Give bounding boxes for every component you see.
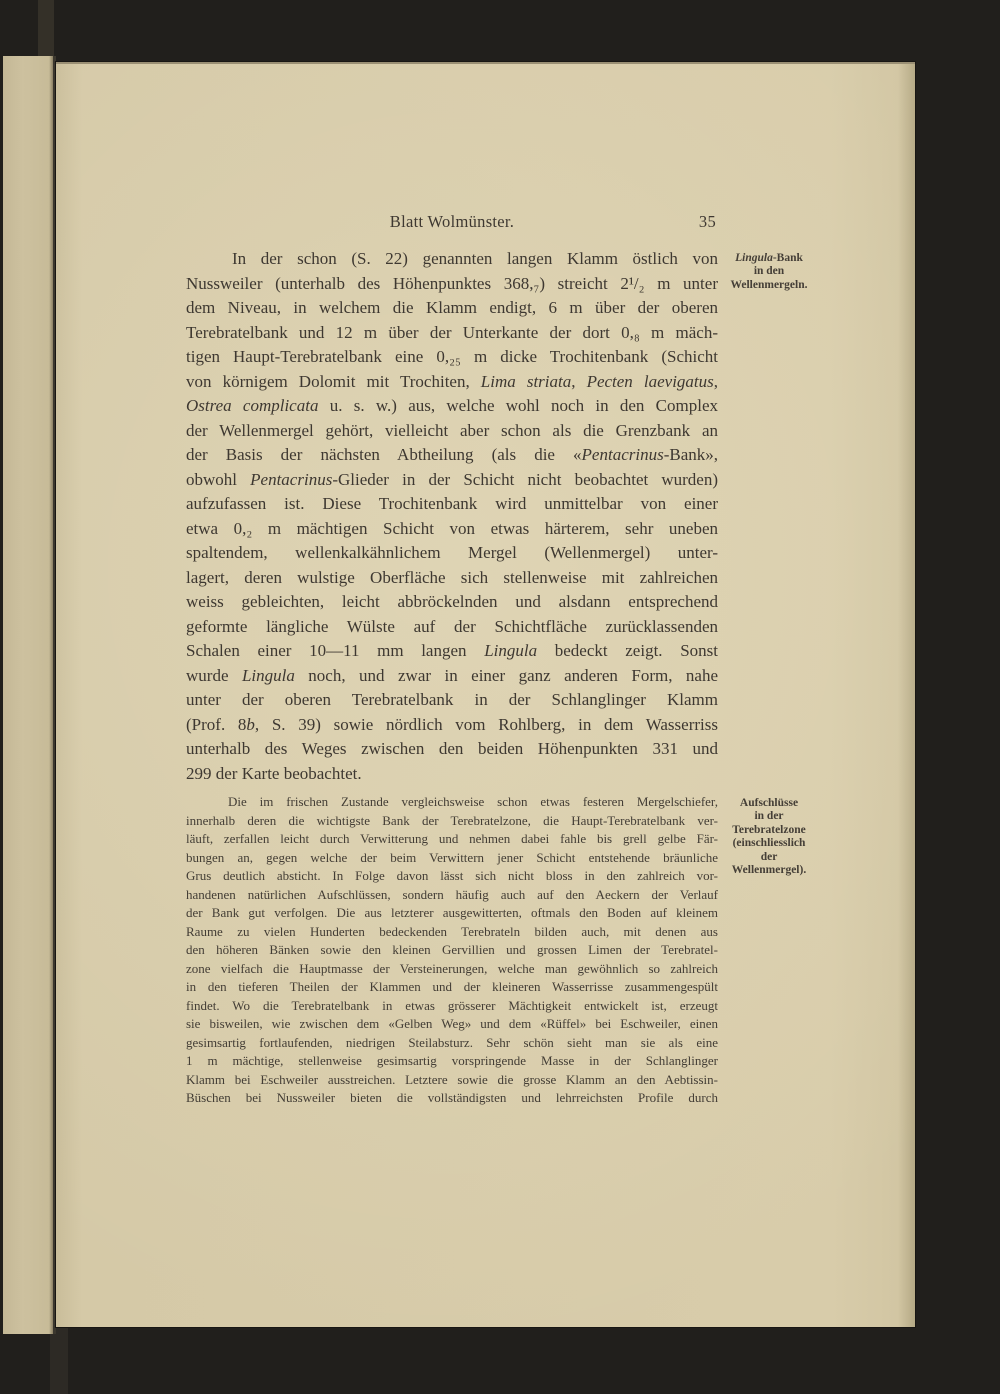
margin-note-aufschluesse: Aufschlüsse in der Terebratelzone (einschliesslich der Wellenmergel).	[731, 797, 807, 877]
margin-note-lingula-bank: Lingula-Bank in den Wellenmergeln.	[730, 252, 808, 291]
page-header	[186, 212, 718, 234]
running-title: Blatt Wolmünster.	[389, 212, 515, 231]
small-print-paragraph: Die im frischen Zustande vergleichsweise schon etwas festeren Mergelschiefer, innerhalb deren die wichtigste Bank der Terebratelzone, die Haupt-Terebratelbank ver- läuft, zerfallen leicht durch Verwitterung und nehmen dabei fahle bis grell gelbe Fär- bungen an, gegen welche der beim Verwittern jener Schicht entstehende bräunliche Grus deutlich absticht. In Folge davon lässt sich nicht bloss in den zahlreich vor- handenen natürlichen Aufschlüssen, sondern häufig auch auf den Aeckern der Verlauf der Bank gut verfolgen. Die aus letzterer ausgewitterten, oftmals den Boden auf kleinem Raume zu vielen Hunderten bedeckenden Terebrateln bilden auch, mit denen aus den höheren Bänken sowie den kleinen Gervillien und grossen Limen der Terebratel- zone vielfach die Hauptmasse der Versteinerungen, welche man gewöhnlich so zahlreich in den tieferen Theilen der Klammen und der kleineren Wasserrisse zusammengespült findet. Wo die Terebratelbank in etwas grösserer Mächtigkeit entwickelt ist, erzeugt sie bisweilen, wie zwischen dem «Gelben Weg» und dem «Rüffel» bei Eschweiler, einen gesimsartig fortlaufenden, niedrigen Steilabsturz. Sehr schön sieht man sie als eine 1 m mächtige, stellenweise gesimsartig vorspringende Masse in der Schlanglinger Klamm bei Eschweiler ausstreichen. Letztere sowie die grosse Klamm an den Aebtissin- Büschen bei Nussweiler bieten die vollständigsten und lehrreichsten Profile durch	[186, 794, 718, 1105]
gutter-crease-top	[38, 0, 54, 62]
main-paragraph: In der schon (S. 22) genannten langen Klamm östlich von Nussweiler (unterhalb des Höhenpunktes 368,₇) streicht 2¹/₂ m unter dem Niveau, in welchem die Klamm endigt, 6 m über der oberen Terebratelbank und 12 m über der Unterkante der dort 0,₈ m mäch- tigen Haupt-Terebratelbank eine 0,₂₅ m dicke Trochitenbank (Schicht von körnigem Dolomit mit Trochiten, Lima striata, Pecten laevigatus, Ostrea complicata u. s. w.) aus, welche wohl noch in den Complex der Wellenmergel gehört, vielleicht aber schon als die Grenzbank an der Basis der nächsten Abtheilung (als die «Pentacrinus-Bank», obwohl Pentacrinus-Glieder in der Schicht nicht beobachtet wurden) aufzufassen ist. Diese Trochitenbank wird unmittelbar von einer etwa 0,₂ m mächtigen Schicht von etwas härterem, sehr uneben spaltendem, wellenkalkähnlichem Mergel (Wellenmergel) unter- lagert, deren wulstige Oberfläche sich stellenweise mit zahlreichen weiss gebleichten, leicht abbröckelnden und alsdann entsprechend geformte längliche Wülste auf der Schichtfläche zurücklassenden Schalen einer 10—11 mm langen Lingula bedeckt zeigt. Sonst wurde Lingula noch, und zwar in einer ganz anderen Form, nahe unter der oberen Terebratelbank in der Schlanglinger Klamm (Prof. 8b, S. 39) sowie nördlich vom Rohlberg, in dem Wasserriss unterhalb des Weges zwischen den beiden Höhenpunkten 331 und 299 der Karte beobachtet.	[186, 249, 719, 783]
previous-page-edge	[3, 56, 56, 1334]
gutter-crease-bottom	[50, 1325, 68, 1394]
page-number: 35	[698, 212, 716, 231]
